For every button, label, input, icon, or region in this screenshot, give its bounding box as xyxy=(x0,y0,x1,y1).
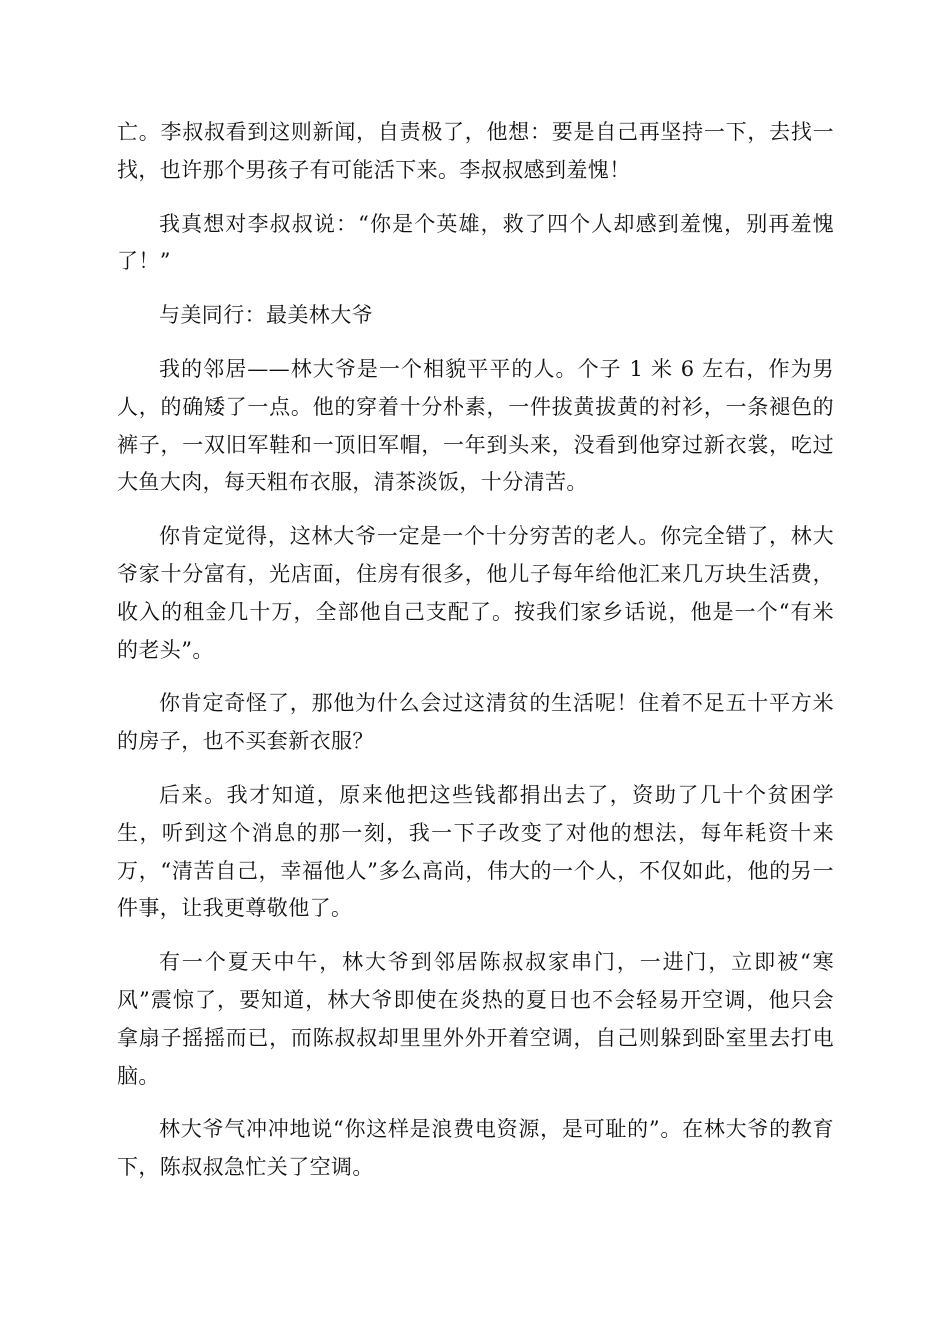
paragraph: 林大爷气冲冲地说“你这样是浪费电资源，是可耻的”。在林大爷的教育下，陈叔叔急忙关了空调。 xyxy=(117,1117,834,1180)
paragraph-continuation: 亡。李叔叔看到这则新闻，自责极了，他想：要是自己再坚持一下，去找一找，也许那个男孩子有可能活下来。李叔叔感到羞愧！ xyxy=(117,120,834,182)
paragraph: 你肯定觉得，这林大爷一定是一个十分穷苦的老人。你完全错了，林大爷家十分富有，光店面，住房有很多，他儿子每年给他汇来几万块生活费，收入的租金几十万，全部他自己支配了。按我们家乡话说，他是一个“有米的老头”。 xyxy=(117,524,834,662)
paragraph: 你肯定奇怪了，那他为什么会过这清贫的生活呢！住着不足五十平方米的房子，也不买套新衣服？ xyxy=(117,691,834,754)
paragraph: 有一个夏天中午，林大爷到邻居陈叔叔家串门，一进门，立即被“寒风”震惊了，要知道，林大爷即使在炎热的夏日也不会轻易开空调，他只会拿扇子摇摇而已，而陈叔叔却里里外外开着空调，自己则躲到卧室里去打电脑。 xyxy=(117,950,834,1088)
paragraph: 后来。我才知道，原来他把这些钱都捐出去了，资助了几十个贫困学生，听到这个消息的那一刻，我一下子改变了对他的想法，每年耗资十来万，“清苦自己，幸福他人”多么高尚，伟大的一个人，不仅如此，他的另一件事，让我更尊敬他了。 xyxy=(117,782,834,921)
paragraph: 我真想对李叔叔说：“你是个英雄，救了四个人却感到羞愧，别再羞愧了！” xyxy=(117,211,834,274)
paragraph: 我的邻居——林大爷是一个相貌平平的人。个子 1 米 6 左右，作为男人，的确矮了一点。他的穿着十分朴素，一件拔黄拔黄的衬衫，一条褪色的裤子，一双旧军鞋和一顶旧军帽，一年到头来，没看到他穿过新衣裳，吃过大鱼大肉，每天粗布衣服，清茶淡饭，十分清苦。 xyxy=(117,356,834,495)
document-body xyxy=(117,114,834,1203)
section-title: 与美同行：最美林大爷 xyxy=(159,303,373,328)
